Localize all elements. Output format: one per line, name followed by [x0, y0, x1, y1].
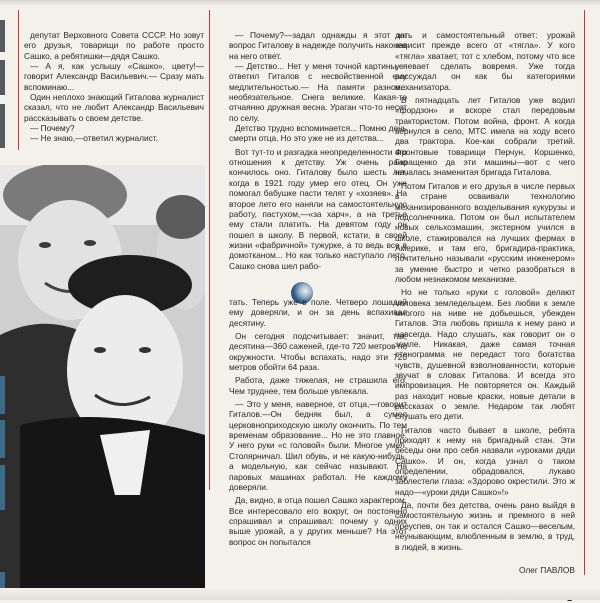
- column-rule-middle: [209, 10, 210, 490]
- article-column-3: [395, 30, 575, 552]
- paragraph: тать. Теперь уже в поле. Четверо лошадей ему доверяли, и он за день вспахивал десятину.: [229, 297, 407, 328]
- edge-tab-mark: [0, 376, 5, 414]
- paragraph: Один неплохо знающий Гиталова журналист сказал, что не любит Александр Васильевич рассказывать о своем детстве.: [24, 92, 204, 123]
- paragraph: Детство трудно вспоминается... Помню день смерти отца. Но это уже не из детства...: [229, 123, 407, 144]
- paragraph: Да, видно, в отца пошел Сашко характером. Все интересовало его вокруг, он постоянно спрашивал и спрашивал: почему у одних выше урожай, а у других меньше? На этот вопрос он попытался: [229, 495, 407, 547]
- paragraph: Работа, даже тяжелая, не страшила его. Чем труднее, тем больше увлекала.: [229, 375, 407, 396]
- paragraph: В пятнадцать лет Гиталов уже водил «фордзон» и вскоре стал передовым трактористом. Потом война, фронт. А когда вернулся в село, МТС имела на ходу всего два трактора. Кое-как собрали третий. Фронтовые товарищи Перчун, Коршенко, Гаращенко да эти машины—вот с чего началась знаменитая бригада Гиталова.: [395, 95, 575, 178]
- edge-tab-mark: [0, 465, 5, 510]
- paragraph: Да, почти без детства, очень рано выйдя в самостоятельную жизнь и премного в ней преуспев, он так и остался Сашко—веселым, неунывающим, влюбленным в землю, в труд, в людей, в жизнь.: [395, 500, 575, 552]
- edge-tab-mark: [0, 60, 5, 95]
- paragraph: депутат Верховного Совета СССР. Но зовут его друзья, товарищи по работе просто Сашко, а ребятишки—дядя Сашко.: [24, 30, 204, 61]
- paragraph: Потом Гиталов и его друзья в числе первых в стране осваивали технологию механизированного возделывания кукурузы и подсолнечника. Потом он был испытателем новых сельхозмашин, экстерном учился в школе, стажировался на лучших фермах в Америке, и там его, бригадира-практика, почтительно называли «русским инженером» за умение быстро и четко разобраться в любом незнакомом механизме.: [395, 180, 575, 284]
- paragraph: Но не только «руки с головой» делают человека земледельцем. Без любви к земле многого на ниве не добьешься, убежден Гиталов. Эта любовь пришла к нему рано и навсегда. Надо слушать, как говорит он о земле. Никакая, даже самая точная стенограмма не передаст того богатства чувств, душевной взволнованности, которые звучат в словах Гиталова. И всегда это импровизация. Не повторяется он. Каждый раз находит новые краски, новые детали в рассказах о земле. Недаром так любят слушать его дети.: [395, 287, 575, 422]
- article-column-2: [229, 30, 407, 271]
- edge-tab-mark: [0, 420, 5, 458]
- paragraph: — А я, как услышу «Сашко», цвету!—говорит Александр Васильевич.— Сразу мать вспоминаю...: [24, 61, 204, 92]
- paragraph: дать и самостоятельный ответ: урожай зависит прежде всего от «тягла». У кого «тягла» хватает, тот с хлебом, потому что все успевает сделать вовремя. Уже тогда рассуждал он как бы категориями механизатора.: [395, 30, 575, 92]
- paragraph: — Почему?: [30, 123, 75, 134]
- article-column-2-continued: [229, 297, 407, 547]
- photo-people-in-berets: [0, 165, 205, 588]
- paragraph: — Почему?—задал однажды я этот же вопрос Гиталову в надежде получить наконец на него ответ.: [229, 30, 407, 61]
- column-rule-right: [584, 10, 585, 575]
- paragraph: — Это у меня, наверное, от отца,—говорит Гиталов.—Он бедняк был, а сумел церковноприходскую школу окончить. По тем временам образование... Но не это главное. У него руки «с головой» были. Многое умел. Столярничал. Шил обувь, и не какую-нибудь, а модельную, как сейчас называют. На паровых машинах работал. Не каждому доверяли.: [229, 399, 407, 492]
- paragraph: — Детство... Нет у меня точной картины,—ответил Гиталов с несвойственной ему медлительностью.— На памяти разное... необязательное. Снега великие. Какая-то отчаянно дружная весна. Ураган что-то несет по селу.: [229, 61, 407, 123]
- column-rule-left: [18, 10, 19, 150]
- edge-tab-mark: [0, 104, 5, 148]
- page-bottom-edge: [0, 588, 600, 600]
- paragraph: Он сегодня подсчитывает: значит, так, десятина—360 саженей, где-то 720 метров по окружности. Чтобы вспахать, надо эти 720 метров обойти 64 раза.: [229, 331, 407, 373]
- page-top-edge: [0, 0, 600, 6]
- author-signature: Олег ПАВЛОВ: [518, 565, 575, 575]
- article-column-1: [24, 30, 204, 144]
- article-photo: [0, 165, 205, 588]
- paragraph: — Не знаю,—ответил журналист.: [30, 133, 158, 144]
- paragraph: Гиталов часто бывает в школе, ребята приходят к нему на бригадный стан. Эти беседы они про себя назвали «уроками дяди Сашко». И он, когда узнал о таком определении, обрадовался, лукаво заблестели глаза: «Здорово окрестили. Это ж надо—«уроки дяди Сашко»!»: [395, 424, 575, 497]
- paragraph: Вот тут-то и разгадка неопределенности его отношения к детству. Уж очень рано кончилось оно. Гиталову было шесть лет, когда в 1921 году умер его отец. Он уже помогал бабушке пасти телят у «хозяев». На второе лето его наняли на самостоятельную работу, пастухом,—«за харч», а на третье ему стали платить. На девятом году он пошел в школу. В первой, кстати, в своей жизни «фабричной» тужурке, а то ведь все в домотканом... Но как только наступало лето, Сашко снова шел рабо-: [229, 146, 407, 271]
- edge-tab-mark: [0, 20, 5, 52]
